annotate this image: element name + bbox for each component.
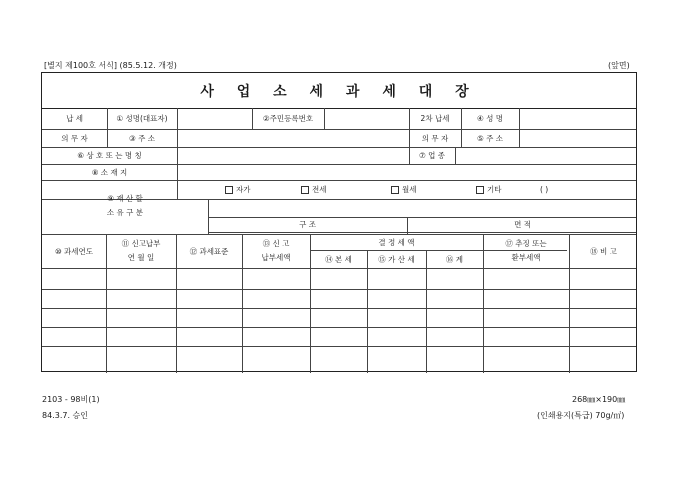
secondary-name-field[interactable]	[519, 108, 638, 129]
taxpayer-address-field[interactable]	[177, 129, 409, 147]
table-row[interactable]	[42, 308, 636, 327]
structure-label: 구 조	[299, 220, 316, 229]
form-code: 2103 - 98비(1)	[42, 395, 100, 404]
taxpayer-id-field[interactable]	[324, 108, 409, 129]
ownership-detail-field[interactable]	[208, 199, 638, 217]
area-label: 면 적	[514, 220, 531, 229]
col-remarks: ⑱ 비 고	[590, 246, 617, 256]
table-row[interactable]	[42, 346, 636, 373]
taxpayer-label-bottom: 의 무 자	[61, 133, 88, 143]
taxpayer-name-label: ① 성명(대표자)	[116, 114, 168, 123]
location-field[interactable]	[177, 164, 638, 180]
col-report-date-top: ⑪ 신고납부	[121, 238, 161, 248]
checkbox-icon	[476, 186, 484, 194]
taxpayer-id-label: ②주민등록번호	[262, 114, 314, 123]
page-side-label: (앞면)	[608, 61, 630, 70]
taxpayer-name-field[interactable]	[177, 108, 252, 129]
ownership-label-bottom: 소 유 구 분	[106, 207, 144, 217]
col-collect-bottom: 환부세액	[511, 252, 541, 262]
form-reference: [별지 제100호 서식] (85.5.12. 개정)	[44, 61, 177, 70]
col-tax-year: ⑩ 과세연도	[54, 246, 94, 256]
other-paren: ( )	[540, 185, 549, 194]
option-owned[interactable]: 자가	[225, 180, 251, 199]
form-title: 사 업 소 세 과 세 대 장	[42, 73, 636, 109]
secondary-address-label: ⑤ 주 소	[477, 133, 503, 143]
checkbox-icon	[301, 186, 309, 194]
secondary-name-label: ④ 성 명	[477, 114, 503, 123]
taxpayer-address-label: ③ 주 소	[129, 133, 155, 143]
checkbox-icon	[391, 186, 399, 194]
table-row[interactable]	[42, 289, 636, 308]
option-monthly-rent[interactable]: 월세	[391, 180, 417, 199]
secondary-address-field[interactable]	[519, 129, 638, 147]
taxpayer-label-top: 납 세	[66, 114, 83, 123]
col-additional-tax: ⑮ 가 산 세	[378, 254, 415, 264]
business-name-field[interactable]	[177, 147, 409, 164]
business-name-label: ⑥ 상 호 또 는 명 칭	[77, 151, 142, 160]
col-tax-base: ⑫ 과세표준	[189, 246, 229, 256]
col-filed-tax-top: ⑬ 신 고	[262, 238, 290, 248]
col-total: ⑯ 계	[445, 254, 464, 264]
col-collect-top: ⑰ 추징 또는	[505, 238, 547, 248]
location-label: ⑧ 소 재 지	[91, 167, 128, 177]
col-principal-tax: ⑭ 본 세	[325, 254, 352, 264]
business-type-field[interactable]	[455, 147, 638, 164]
col-report-date-bottom: 연 월 일	[127, 252, 155, 262]
col-determined-tax: 결 정 세 액	[378, 237, 415, 247]
business-type-label: ⑦ 업 종	[419, 151, 445, 160]
table-row[interactable]	[42, 268, 636, 289]
table-row[interactable]	[42, 327, 636, 346]
checkbox-icon	[225, 186, 233, 194]
paper-spec: (인쇄용지(특급) 70g/㎡)	[537, 411, 625, 420]
col-filed-tax-bottom: 납부세액	[261, 252, 291, 262]
option-jeonse[interactable]: 전세	[301, 180, 327, 199]
tax-ledger-form	[41, 72, 637, 372]
secondary-label-top: 2차 납세	[420, 114, 450, 123]
secondary-label-bottom: 의 무 자	[421, 133, 449, 143]
ownership-label-top: ⑨ 재 산 할	[107, 193, 143, 203]
approval-date: 84.3.7. 승인	[42, 411, 88, 420]
paper-size: 268㎜×190㎜	[572, 395, 626, 404]
option-other[interactable]: 기타	[476, 180, 502, 199]
